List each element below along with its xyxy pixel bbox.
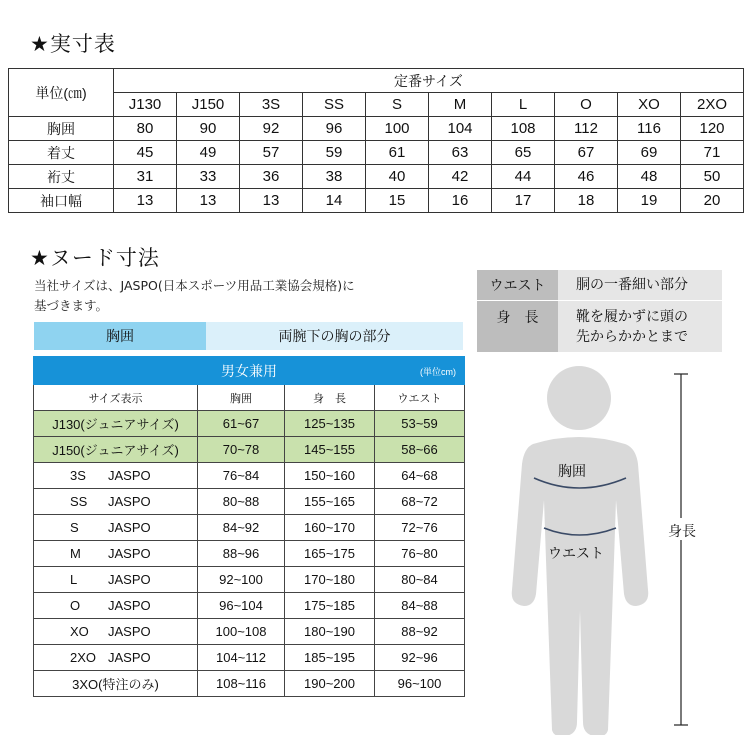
legend-waist-key: ウエスト xyxy=(477,270,558,300)
table-cell: 67 xyxy=(555,141,618,165)
size-label: 3XO(特注のみ) xyxy=(34,671,198,697)
table-cell: 57 xyxy=(240,141,303,165)
chest-range: 84~92 xyxy=(198,515,285,541)
size-standard: JASPO xyxy=(108,468,151,483)
size-label xyxy=(34,515,198,541)
table-row xyxy=(34,489,465,515)
note-line-1: 当社サイズは、JASPO(日本スポーツ用品工業協会規格)に xyxy=(34,278,355,293)
size-standard: JASPO xyxy=(108,598,151,613)
size-label xyxy=(34,489,198,515)
size-standard: JASPO xyxy=(108,624,151,639)
size-code: XO xyxy=(70,624,89,639)
height-range: 175~185 xyxy=(285,593,375,619)
table-cell: 112 xyxy=(555,117,618,141)
size-code: SS xyxy=(70,494,88,509)
column-header: 胸囲 xyxy=(198,385,285,411)
table-cell: 65 xyxy=(492,141,555,165)
height-range: 160~170 xyxy=(285,515,375,541)
figure-height-label: 身長 xyxy=(668,524,696,540)
size-header: XO xyxy=(618,93,681,117)
chest-range: 70~78 xyxy=(198,437,285,463)
table-cell: 80 xyxy=(114,117,177,141)
table-cell: 92 xyxy=(240,117,303,141)
table-cell: 50 xyxy=(681,165,744,189)
table-cell: 44 xyxy=(492,165,555,189)
figure-chest-label: 胸囲 xyxy=(558,464,586,480)
table-cell: 69 xyxy=(618,141,681,165)
table-cell: 17 xyxy=(492,189,555,213)
table-cell: 40 xyxy=(366,165,429,189)
size-standard: JASPO xyxy=(108,650,151,665)
nude-size-title: ★ヌード寸法 xyxy=(30,246,160,270)
row-label: 袖口幅 xyxy=(9,189,114,213)
table-row xyxy=(34,411,465,437)
size-header: SS xyxy=(303,93,366,117)
table-cell: 100 xyxy=(366,117,429,141)
waist-range: 53~59 xyxy=(375,411,465,437)
height-range: 145~155 xyxy=(285,437,375,463)
waist-range: 76~80 xyxy=(375,541,465,567)
table-row xyxy=(34,671,465,697)
row-label: 胸囲 xyxy=(9,117,114,141)
table-cell: 13 xyxy=(114,189,177,213)
size-label xyxy=(34,619,198,645)
size-header: 2XO xyxy=(681,93,744,117)
size-header: L xyxy=(492,93,555,117)
chest-range: 80~88 xyxy=(198,489,285,515)
size-label: J130(ジュニアサイズ) xyxy=(34,411,198,437)
caption-text: 男女兼用 xyxy=(221,362,277,379)
size-header: S xyxy=(366,93,429,117)
group-label: 定番サイズ xyxy=(114,69,744,93)
legend-height-value xyxy=(558,300,722,352)
column-header: ウエスト xyxy=(375,385,465,411)
size-code: S xyxy=(70,520,79,535)
row-label: 着丈 xyxy=(9,141,114,165)
table-cell: 120 xyxy=(681,117,744,141)
size-label xyxy=(34,645,198,671)
chest-definition-key: 胸囲 xyxy=(34,322,206,350)
height-range: 180~190 xyxy=(285,619,375,645)
chest-definition-value: 両腕下の胸の部分 xyxy=(206,322,463,350)
table-row xyxy=(34,437,465,463)
size-header: M xyxy=(429,93,492,117)
table-cell: 108 xyxy=(492,117,555,141)
table-cell: 45 xyxy=(114,141,177,165)
legend-height-value-line-1: 靴を履かずに頭の xyxy=(576,308,688,325)
table-cell: 48 xyxy=(618,165,681,189)
table-cell: 20 xyxy=(681,189,744,213)
table-cell: 90 xyxy=(177,117,240,141)
chest-range: 108~116 xyxy=(198,671,285,697)
height-range: 165~175 xyxy=(285,541,375,567)
table-row xyxy=(9,141,744,165)
table-cell: 18 xyxy=(555,189,618,213)
waist-range: 84~88 xyxy=(375,593,465,619)
chest-range: 100~108 xyxy=(198,619,285,645)
table-cell: 61 xyxy=(366,141,429,165)
size-header: J130 xyxy=(114,93,177,117)
waist-range: 72~76 xyxy=(375,515,465,541)
size-header: J150 xyxy=(177,93,240,117)
table-cell: 15 xyxy=(366,189,429,213)
legend-height-key: 身 長 xyxy=(477,300,558,352)
size-label xyxy=(34,593,198,619)
size-header: O xyxy=(555,93,618,117)
table-cell: 14 xyxy=(303,189,366,213)
measurement-legend xyxy=(477,270,722,352)
table-row xyxy=(9,189,744,213)
chest-range: 96~104 xyxy=(198,593,285,619)
waist-range: 64~68 xyxy=(375,463,465,489)
size-label xyxy=(34,567,198,593)
body-figure xyxy=(500,360,740,735)
table-cell: 38 xyxy=(303,165,366,189)
size-code: M xyxy=(70,546,81,561)
unit-label: 単位(㎝) xyxy=(9,69,114,117)
table-row xyxy=(34,593,465,619)
chest-range: 61~67 xyxy=(198,411,285,437)
size-code: 3S xyxy=(70,468,86,483)
column-header: 身 長 xyxy=(285,385,375,411)
waist-range: 96~100 xyxy=(375,671,465,697)
table-row xyxy=(34,567,465,593)
size-label: J150(ジュニアサイズ) xyxy=(34,437,198,463)
legend-waist-value: 胴の一番細い部分 xyxy=(558,270,722,300)
chest-range: 92~100 xyxy=(198,567,285,593)
table-cell: 46 xyxy=(555,165,618,189)
height-range: 150~160 xyxy=(285,463,375,489)
height-range: 125~135 xyxy=(285,411,375,437)
table-cell: 31 xyxy=(114,165,177,189)
size-code: 2XO xyxy=(70,650,97,665)
figure-waist-label: ウエスト xyxy=(548,546,604,562)
height-range: 185~195 xyxy=(285,645,375,671)
table-row xyxy=(34,619,465,645)
table-row xyxy=(34,645,465,671)
table-cell: 16 xyxy=(429,189,492,213)
table-cell: 59 xyxy=(303,141,366,165)
waist-range: 58~66 xyxy=(375,437,465,463)
table-cell: 63 xyxy=(429,141,492,165)
table-cell: 49 xyxy=(177,141,240,165)
height-range: 170~180 xyxy=(285,567,375,593)
table-cell: 104 xyxy=(429,117,492,141)
size-standard: JASPO xyxy=(108,572,151,587)
table-cell: 33 xyxy=(177,165,240,189)
table-cell: 36 xyxy=(240,165,303,189)
nude-table-caption xyxy=(34,357,465,385)
size-standard: JASPO xyxy=(108,494,151,509)
waist-range: 88~92 xyxy=(375,619,465,645)
table-row xyxy=(34,541,465,567)
size-code: O xyxy=(70,598,81,613)
chest-range: 104~112 xyxy=(198,645,285,671)
table-cell: 116 xyxy=(618,117,681,141)
waist-range: 92~96 xyxy=(375,645,465,671)
chest-range: 76~84 xyxy=(198,463,285,489)
size-header: 3S xyxy=(240,93,303,117)
table-cell: 42 xyxy=(429,165,492,189)
legend-height-value-line-2: 先からかかとまで xyxy=(576,328,688,345)
actual-size-table xyxy=(8,68,744,213)
table-row xyxy=(9,165,744,189)
actual-size-title: ★実寸表 xyxy=(30,32,116,56)
size-code: L xyxy=(70,572,78,587)
height-range: 155~165 xyxy=(285,489,375,515)
chest-definition-bar xyxy=(34,322,463,350)
column-header: サイズ表示 xyxy=(34,385,198,411)
size-standard-note xyxy=(34,276,355,316)
size-standard: JASPO xyxy=(108,520,151,535)
size-standard: JASPO xyxy=(108,546,151,561)
waist-range: 80~84 xyxy=(375,567,465,593)
size-label xyxy=(34,463,198,489)
table-cell: 96 xyxy=(303,117,366,141)
unit-note: (単位cm) xyxy=(420,367,456,377)
table-cell: 19 xyxy=(618,189,681,213)
chest-range: 88~96 xyxy=(198,541,285,567)
row-label: 裄丈 xyxy=(9,165,114,189)
note-line-2: 基づきます。 xyxy=(34,298,109,313)
waist-range: 68~72 xyxy=(375,489,465,515)
table-cell: 13 xyxy=(177,189,240,213)
size-label xyxy=(34,541,198,567)
table-row xyxy=(34,515,465,541)
height-range: 190~200 xyxy=(285,671,375,697)
table-row xyxy=(34,463,465,489)
nude-size-table xyxy=(33,356,465,697)
table-cell: 71 xyxy=(681,141,744,165)
table-cell: 13 xyxy=(240,189,303,213)
table-row xyxy=(9,117,744,141)
